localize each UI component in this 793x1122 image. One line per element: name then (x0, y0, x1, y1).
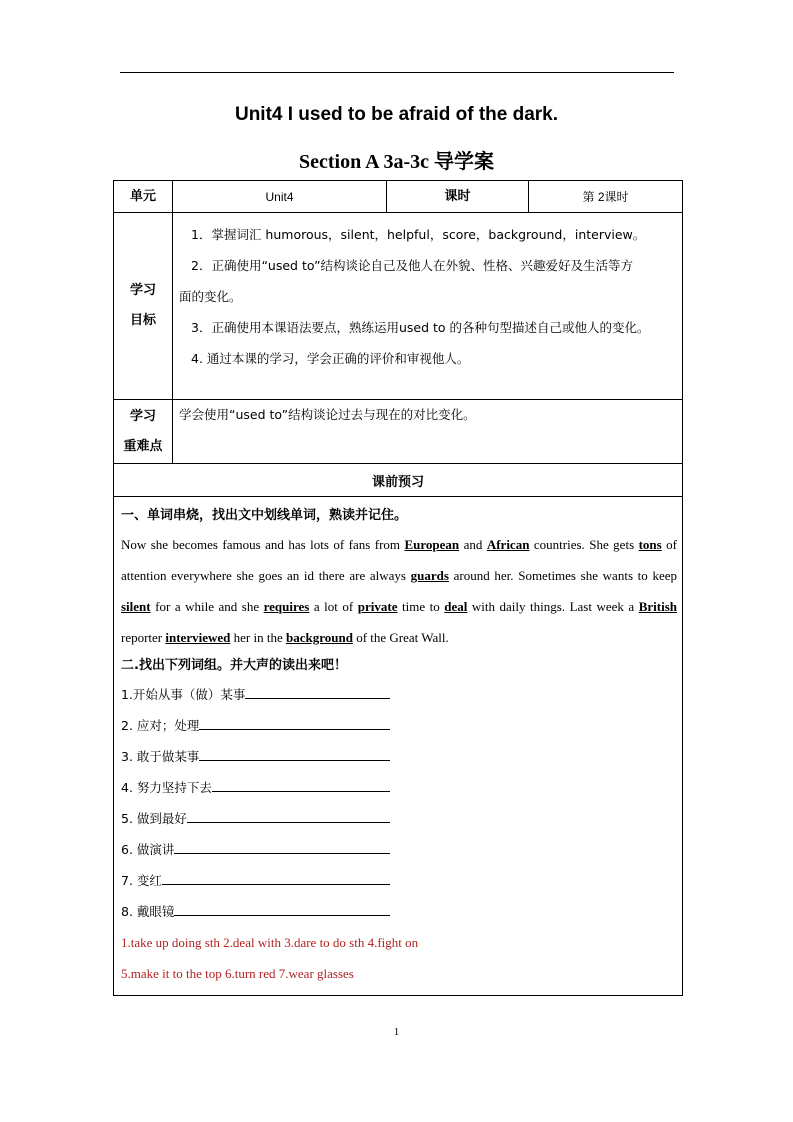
answer-blank[interactable] (187, 808, 390, 823)
answer-blank[interactable] (199, 715, 390, 730)
passage-text: a lot of (309, 599, 358, 614)
difficulty-content: 学会使用“used to”结构谈论过去与现在的对比变化。 (173, 400, 683, 464)
phrase-item (121, 803, 677, 834)
answer-line: 1.take up doing sth 2.deal with 3.dare to do sth 4.fight on (121, 935, 419, 950)
phrase-item (121, 741, 677, 772)
passage-text: time to (397, 599, 445, 614)
vocab-word: African (486, 537, 530, 552)
answer-blank[interactable] (212, 777, 390, 792)
phrase-item (121, 710, 677, 741)
phrase-item (121, 865, 677, 896)
header-rule (120, 72, 674, 73)
answer-blank[interactable] (245, 684, 390, 699)
phrase-text: 7. 变红 (121, 873, 162, 888)
passage-text: reporter (121, 630, 166, 645)
preview-content-row (114, 497, 683, 996)
vocab-word: guards (410, 568, 449, 583)
preview-header: 课前预习 (114, 464, 683, 497)
phrase-item (121, 679, 677, 710)
passage-text: Now she becomes famous and has lots of fans from (121, 537, 405, 552)
answer-blank[interactable] (162, 870, 390, 885)
vocab-word: interviewed (165, 630, 231, 645)
objectives-content (173, 213, 683, 400)
difficulty-row (114, 400, 683, 464)
unit-label: 单元 (114, 181, 173, 213)
phrase-text: 5. 做到最好 (121, 811, 187, 826)
page-subtitle: Section A 3a-3c 导学案 (299, 151, 494, 173)
objectives-row (114, 213, 683, 400)
page-title: Unit4 I used to be afraid of the dark. (234, 104, 559, 125)
page-number: 1 (393, 1026, 400, 1038)
vocab-word: silent (121, 599, 151, 614)
unit-value: Unit4 (173, 181, 387, 213)
phrase-text: 2. 应对；处理 (121, 718, 200, 733)
vocab-word: tons (638, 537, 662, 552)
phrase-text: 4. 努力坚持下去 (121, 780, 212, 795)
period-value: 第 2课时 (529, 181, 683, 213)
vocab-passage (121, 529, 677, 653)
info-row (114, 181, 683, 213)
difficulty-label-line2: 重难点 (123, 438, 163, 454)
phrase-item (121, 772, 677, 803)
lesson-table (113, 180, 683, 996)
phrase-item (121, 896, 677, 927)
passage-text: of attention everywhere she goes an id there are always (121, 537, 677, 583)
objective-item: 1．掌握词汇 humorous，silent，helpful，score，background，interview。 (191, 227, 646, 242)
difficulty-label (114, 400, 173, 464)
answer-blank[interactable] (174, 839, 390, 854)
answer-blank[interactable] (174, 901, 390, 916)
passage-text: and (459, 537, 487, 552)
passage-text: for a while and she (150, 599, 264, 614)
vocab-word: private (357, 599, 398, 614)
section1-heading: 一、单词串烧，找出文中划线单词，熟读并记住。 (121, 508, 408, 523)
difficulty-label-line1: 学习 (129, 408, 156, 424)
passage-text: countries. She gets (529, 537, 639, 552)
phrase-text: 3. 敢于做某事 (121, 749, 200, 764)
period-label: 课时 (387, 181, 529, 213)
preview-header-row (114, 464, 683, 497)
vocab-word: requires (263, 599, 310, 614)
section2-heading: 二.找出下列词组。并大声的读出来吧！ (121, 658, 347, 673)
vocab-word: background (285, 630, 353, 645)
vocab-word: European (404, 537, 460, 552)
phrase-text: 8. 戴眼镜 (121, 904, 175, 919)
preview-content (114, 497, 683, 996)
answer-line: 5.make it to the top 6.turn red 7.wear glasses (121, 966, 354, 981)
objective-item: 2．正确使用“used to”结构谈论自己及他人在外貌、性格、兴趣爱好及生活等方 (191, 258, 634, 273)
phrase-list (121, 679, 677, 927)
phrase-item (121, 834, 677, 865)
objectives-label-line2: 目标 (129, 313, 156, 328)
passage-text: of the Great Wall. (352, 630, 449, 645)
objectives-label (114, 213, 173, 400)
passage-text: around her. Sometimes she wants to keep (448, 568, 677, 583)
vocab-word: British (638, 599, 677, 614)
phrase-text: 1.开始从事（做）某事 (121, 687, 246, 702)
objective-item: 面的变化。 (179, 289, 242, 304)
passage-text: her in the (230, 630, 286, 645)
objectives-label-line1: 学习 (129, 283, 156, 298)
passage-text: with daily things. Last week a (467, 599, 639, 614)
vocab-word: deal (444, 599, 468, 614)
phrase-text: 6. 做演讲 (121, 842, 175, 857)
objective-item: 3．正确使用本课语法要点，熟练运用used to 的各种句型描述自己或他人的变化。 (191, 320, 650, 335)
answer-blank[interactable] (199, 746, 390, 761)
objective-item: 4. 通过本课的学习，学会正确的评价和审视他人。 (191, 351, 470, 366)
